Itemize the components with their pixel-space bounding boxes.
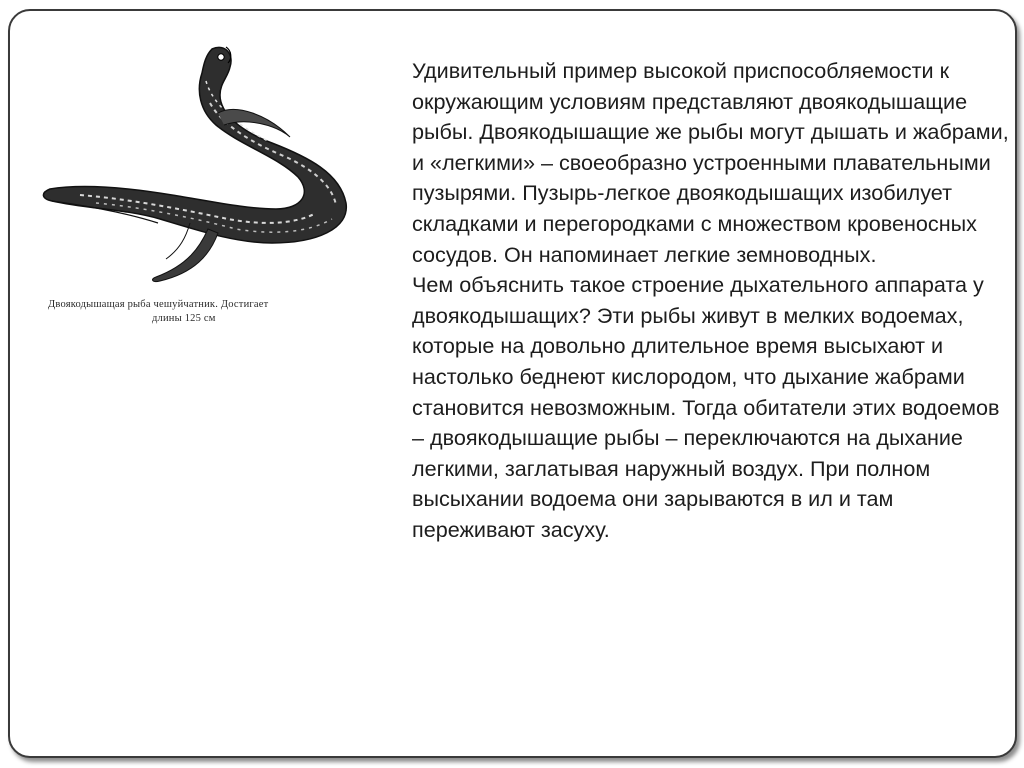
slide-frame: [8, 9, 1017, 758]
paragraph-1: Удивительный пример высокой приспособляемости к окружающим условиям представляют двоякодышащие рыбы. Двоякодышащие же рыбы могут дышать и жабрами, и «легкими» – своеобразно устроенными плавательными пузырями. Пузырь-легкое двоякодышащих изобилует складками и перегородками с множеством кровеносных сосудов. Он напоминает легкие земноводных.: [412, 58, 1009, 267]
paragraph-2: Чем объяснить такое строение дыхательного аппарата у двоякодышащих? Эти рыбы живут в мелких водоемах, которые на довольно длительное время высыхают и настолько беднеют кислородом, что дыхание жабрами становится невозможным. Тогда обитатели этих водоемов – двоякодышащие рыбы – переключаются на дыхание легкими, заглатывая наружный воздух. При полном высыхании водоема они зарываются в ил и там переживают засуху.: [412, 272, 1000, 542]
caption-line-2: длины 125 см: [152, 313, 216, 324]
figure-caption: [48, 298, 356, 326]
body-text: [412, 56, 1012, 546]
caption-line-1: Двоякодышащая рыба чешуйчатник. Достигает: [48, 299, 269, 310]
lungfish-illustration: [40, 33, 360, 288]
